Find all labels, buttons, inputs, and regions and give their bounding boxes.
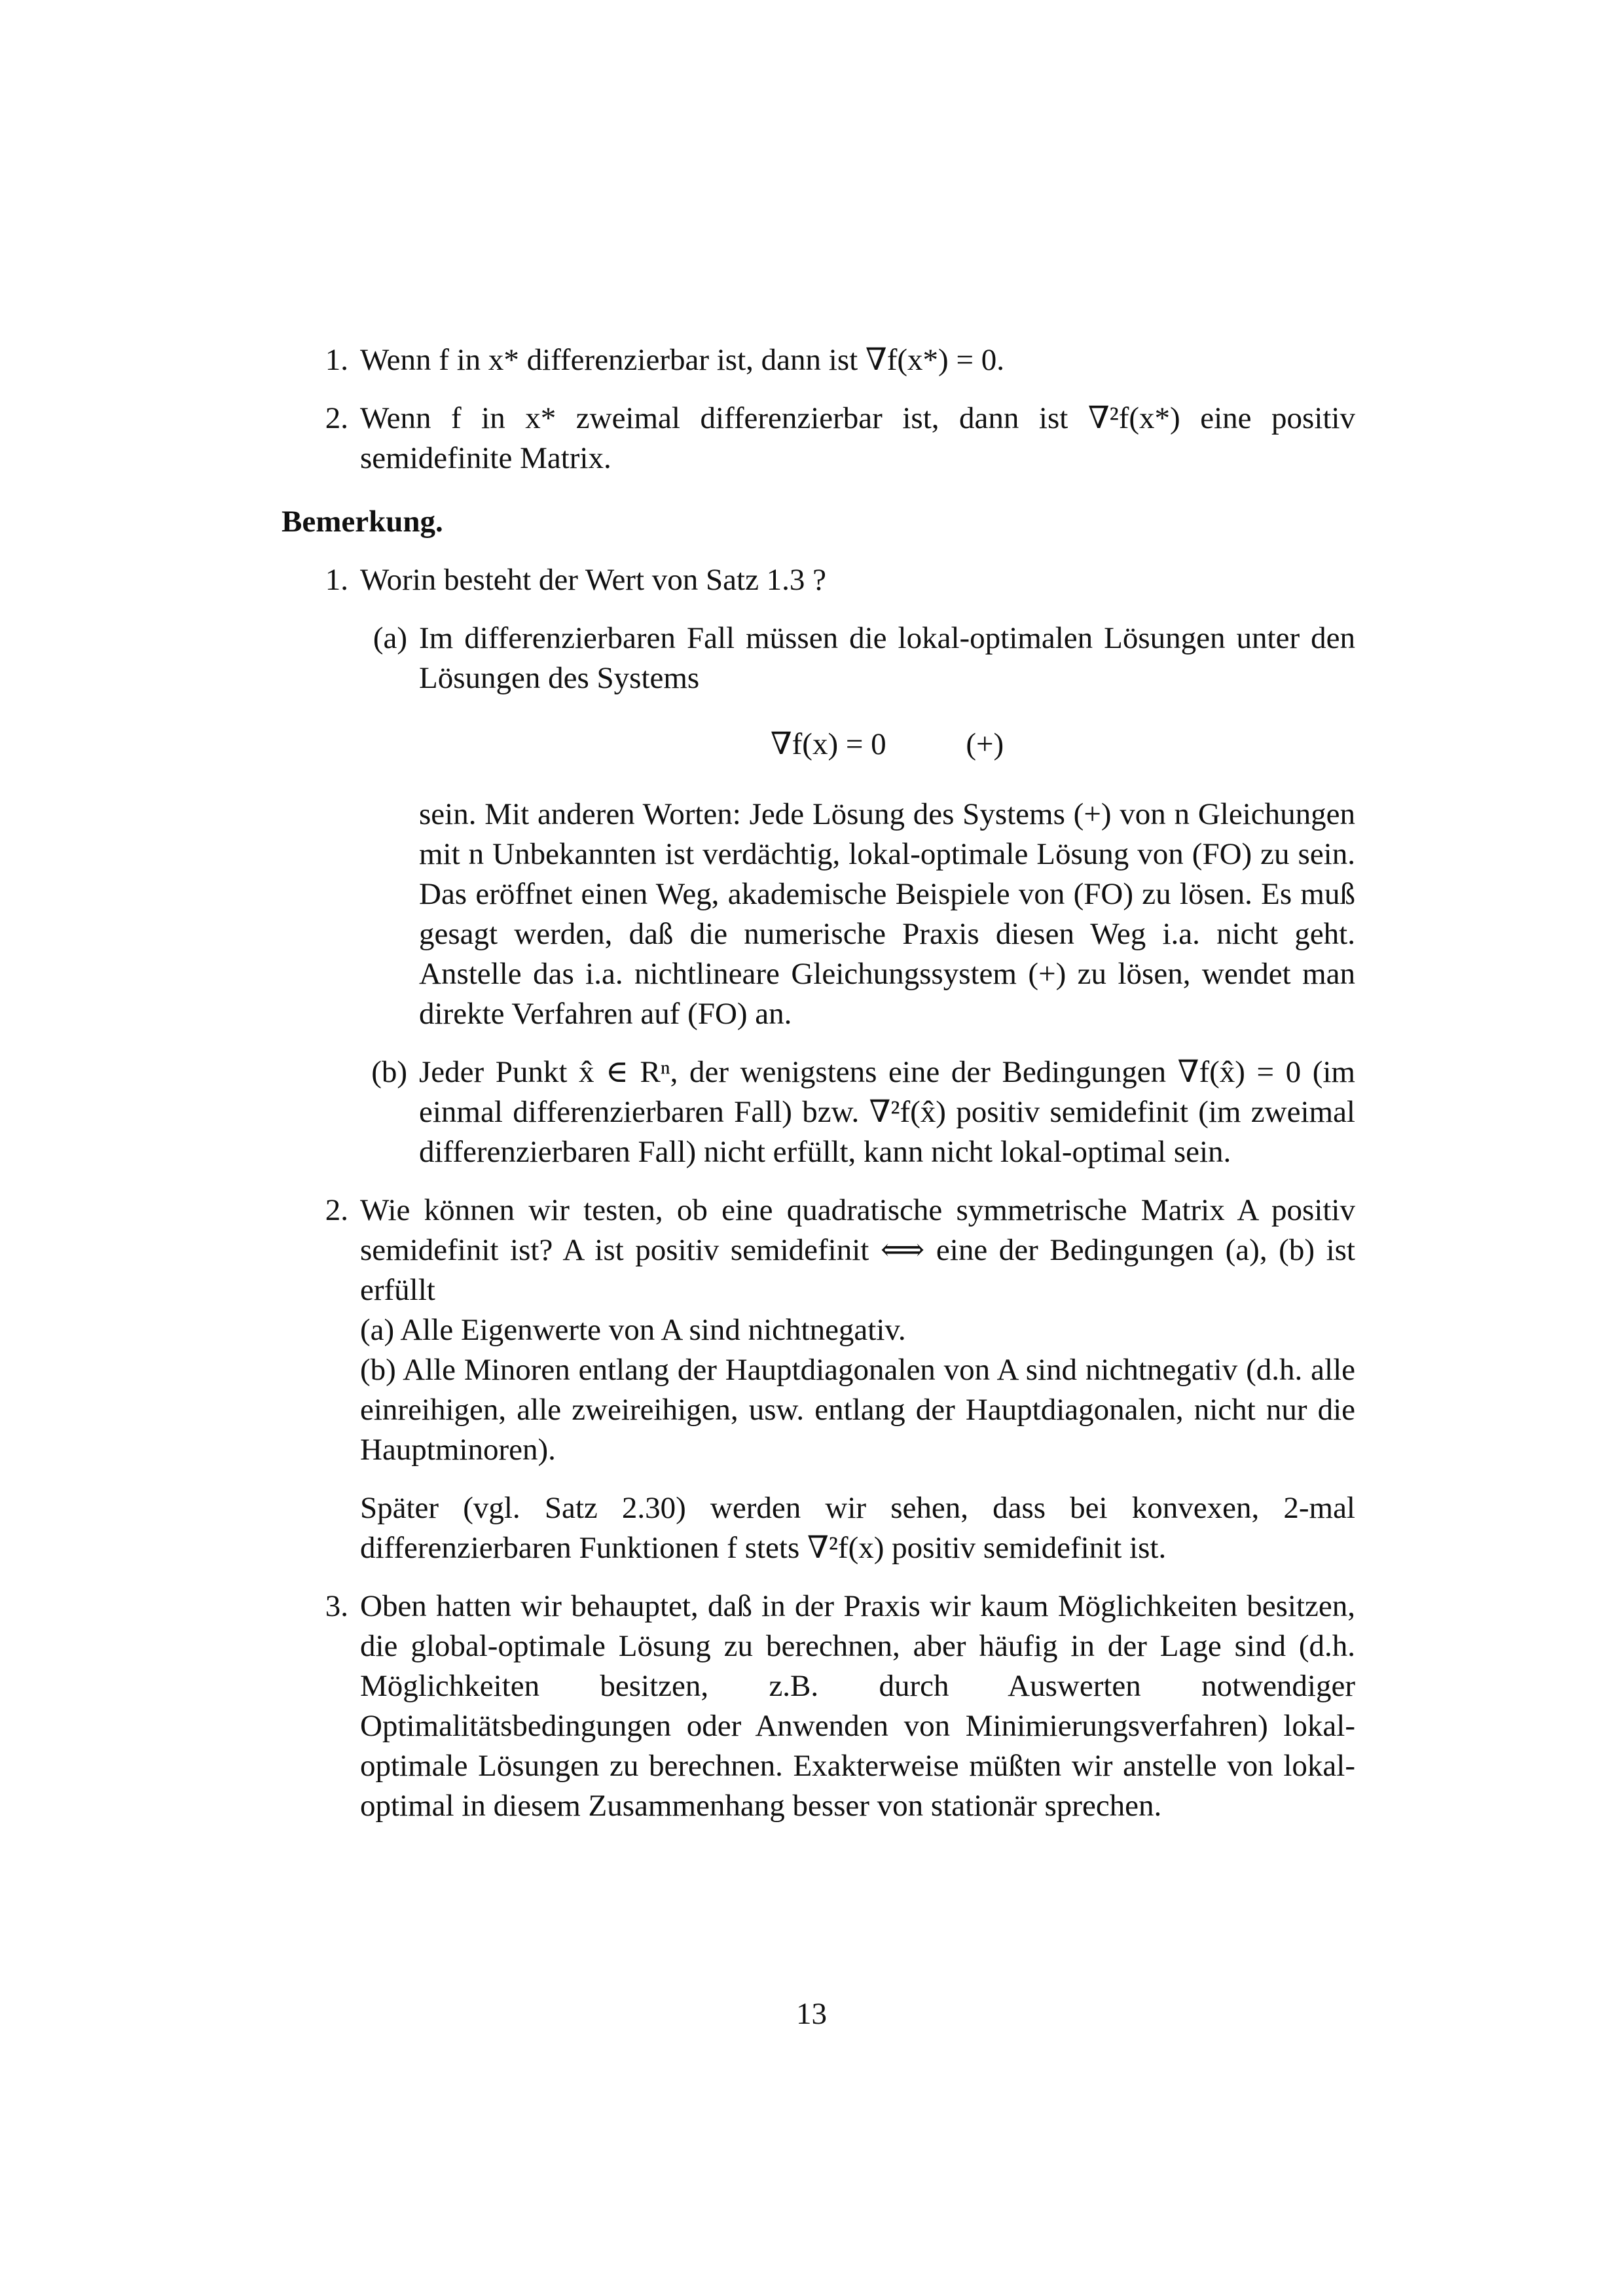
item-number: 1. xyxy=(325,343,348,377)
item-paragraph: Später (vgl. Satz 2.30) werden wir sehen, dass bei konvexen, 2-mal differenzierbaren Funktionen f stets ∇²f(x) positiv semidefinit ist. xyxy=(360,1491,1355,1565)
equation: ∇f(x) = 0 xyxy=(770,727,886,761)
theorem-list xyxy=(282,340,1355,478)
sub-item-text: sein. Mit anderen Worten: Jede Lösung des Systems (+) von n Gleichungen mit n Unbekannten ist verdächtig, lokal-optimale Lösung von (FO) zu sein. Das eröffnet einen Weg, akademische Beispiele von (FO) zu lösen. Es muß gesagt werden, daß die numerische Praxis diesen Weg i.a. nicht geht. Anstelle das i.a. nichtlineare Gleichungssystem (+) zu lösen, wendet man direkte Verfahren auf (FO) an. xyxy=(419,797,1355,1031)
condition-b: (b) Alle Minoren entlang der Hauptdiagonalen von A sind nichtnegativ (d.h. alle einreihigen, alle zweireihigen, usw. entlang der Hauptdiagonalen, nicht nur die Hauptminoren). xyxy=(360,1353,1355,1467)
item-body xyxy=(360,1191,1355,1568)
condition-a: (a) Alle Eigenwerte von A sind nichtnegativ. xyxy=(360,1313,906,1347)
item-body xyxy=(360,560,1355,1172)
sub-item-label: (b) xyxy=(371,1055,407,1089)
item-number: 1. xyxy=(325,563,348,597)
remark-list xyxy=(282,560,1355,1826)
item-text: Wenn f in x* zweimal differenzierbar ist, dann ist ∇²f(x*) eine positiv semidefinite Matrix. xyxy=(360,401,1355,475)
list-item xyxy=(282,399,1355,478)
sub-item-b xyxy=(360,1052,1355,1172)
remark-heading: Bemerkung. xyxy=(282,505,443,539)
item-text: Worin besteht der Wert von Satz 1.3 ? xyxy=(360,563,827,597)
list-item xyxy=(282,1587,1355,1826)
item-text: Wie können wir testen, ob eine quadratische symmetrische Matrix A positiv semidefinit ist? A ist positiv semidefinit ⟺ eine der Bedingungen (a), (b) ist erfüllt xyxy=(360,1193,1355,1307)
item-number: 3. xyxy=(325,1589,348,1623)
sub-item-text: Im differenzierbaren Fall müssen die lokal-optimalen Lösungen unter den Lösungen des Systems xyxy=(419,621,1355,695)
sub-item-a xyxy=(360,619,1355,1034)
item-number: 2. xyxy=(325,1193,348,1227)
list-item xyxy=(282,560,1355,1172)
sub-item-body xyxy=(419,619,1355,1034)
sub-item-label: (a) xyxy=(373,621,407,655)
page-number: 13 xyxy=(796,1997,827,2031)
list-item xyxy=(282,1191,1355,1568)
item-number: 2. xyxy=(325,401,348,435)
sub-item-text: Jeder Punkt x̂ ∈ Rⁿ, der wenigstens eine der Bedingungen ∇f(x̂) = 0 (im einmal differenzierbaren Fall) bzw. ∇²f(x̂) positiv semidefinit (im zweimal differenzierbaren Fall) nicht erfüllt, kann nicht lokal-optimal sein. xyxy=(419,1055,1355,1169)
page-content xyxy=(282,340,1355,1844)
item-text: Oben hatten wir behauptet, daß in der Praxis wir kaum Möglichkeiten besitzen, die global-optimale Lösung zu berechnen, aber häufig in der Lage sind (d.h. Möglichkeiten besitzen, z.B. durch Auswerten notwendiger Optimalitätsbedingungen oder Anwenden von Minimierungsverfahren) lokal-optimale Lösungen zu berechnen. Exakterweise müßten wir anstelle von lokal-optimal in diesem Zusammenhang besser von stationär sprechen. xyxy=(360,1589,1355,1823)
list-item xyxy=(282,340,1355,380)
display-equation xyxy=(419,725,1355,764)
equation-tag: (+) xyxy=(966,727,1004,761)
item-text: Wenn f in x* differenzierbar ist, dann ist ∇f(x*) = 0. xyxy=(360,343,1004,377)
